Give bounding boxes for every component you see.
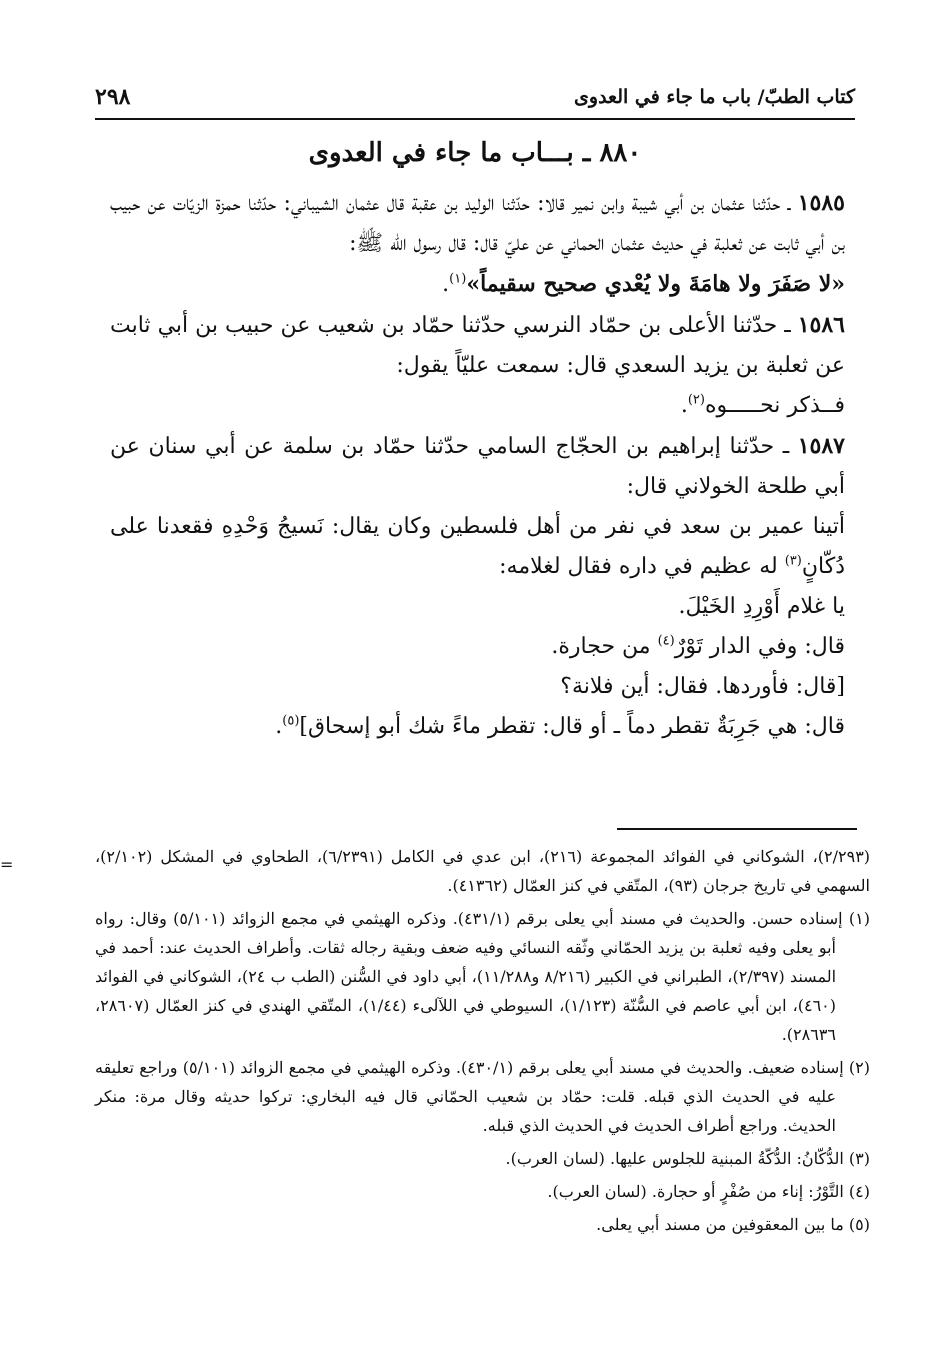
- footnote-5: (٥) ما بين المعقوفين من مسند أبي يعلى.: [596, 1215, 870, 1234]
- footnote-ref: (٤): [657, 633, 675, 649]
- chapter-title: ٨٨٠ ـ بـــاب ما جاء في العدوى: [308, 138, 642, 168]
- continuation-mark: =: [0, 855, 14, 874]
- matn-text: «لا صَفَرَ ولا هامَةَ ولا يُعْدي صحيح سقيماً»: [466, 271, 845, 297]
- matn-text: له عظيم في داره فقال لغلامه:: [499, 554, 785, 579]
- isnad-text: ـ حدّثنا إبراهيم بن الحجّاج السامي حدّثنا حمّاد بن سلمة عن أبي سنان عن أبي طلحة الخولاني قال:: [110, 434, 845, 499]
- footnote-ref: (٢): [687, 392, 705, 408]
- matn-text: فــذكر نحـــــوه: [704, 393, 845, 418]
- footnote-ref: (١): [449, 271, 467, 287]
- footnote-ref: (٣): [784, 553, 802, 569]
- hadith-1585-matn: «لا صَفَرَ ولا هامَةَ ولا يُعْدي صحيح سقيماً»$^{(١)}$.: [442, 271, 845, 297]
- page-header: [95, 78, 855, 120]
- isnad-text: ـ حدّثنا الأعلى بن حمّاد النرسي حدّثنا حمّاد بن شعيب عن حبيب بن أبي ثابت عن ثعلبة بن يزيد السعدي قال: سمعت عليّاً يقول:: [110, 313, 845, 378]
- footnote-2: (٢) إسناده ضعيف. والحديث في مسند أبي يعلى برقم (٤٣٠/١). وذكره الهيثمي في مجمع الزوائد (٥/١٠١) وراجع تعليقه عليه في الحديث الذي قبله. قلت: حمّاد بن شعيب الحمّاني قال فيه البخاري: تركوا حديثه وقال مرة: منكر الحديث. وراجع أطراف الحديث في الحديث الذي قبله.: [95, 1058, 871, 1135]
- footnote-4: (٤) التَّوْرُ: إناء من صُفْرٍ أو حجارة. (لسان العرب).: [547, 1182, 870, 1201]
- hadith-1587-line-1: [110, 507, 845, 587]
- page-number: ٢٩٨: [95, 84, 131, 110]
- isnad-text: ـ حدّثنا عثمان بن أبي شيبة وابن نمير قالا: حدّثنا الوليد بن عقبة قال عثمان الشيباني: حدّثنا حمزة الزيّات عن حبيب بن أبي ثابت عن ثعلبة في حديث عثمان الحماني عن عليّ قال: قال رسول الله ﷺ:: [110, 191, 845, 256]
- hadith-1587-line-4: [قال: فأوردها. فقال: أين فلانة؟: [560, 674, 845, 699]
- hadith-1586-matn: فــذكر نحـــــوه$^{(٢)}$.: [680, 392, 845, 418]
- footnote-3: (٣) الدُّكّانُ: الدُّكّةُ المبنية للجلوس عليها. (لسان العرب).: [505, 1149, 870, 1168]
- hadith-number: ١٥٨٥: [797, 190, 845, 216]
- footnote-continuation: (٢/٢٩٣)، الشوكاني في الفوائد المجموعة (٢١٦)، ابن عدي في الكامل (٦/٢٣٩١)، الطحاوي في المشكل (٢/١٠٢)، السهمي في تاريخ جرجان (٩٣)، المتّقي في كنز العمّال (٤١٣٦٢).: [95, 847, 871, 895]
- matn-text: أتينا عمير بن سعد في نفر من أهل فلسطين وكان يقال: نَسيجُ وَحْدِهِ فقعدنا على دُكّانٍ: [110, 514, 845, 579]
- footnote-1: (١) إسناده حسن. والحديث في مسند أبي يعلى برقم (٤٣١/١). وذكره الهيثمي في مجمع الزوائد (٥/١٠١) وقال: رواه أبو يعلى وفيه ثعلبة بن يزيد الحمّاني وثّقه النسائي وفيه ضعف وبقية رجاله ثقات. وأطراف الحديث عند: أحمد في المسند (٢/٣٩٧)، الطبراني في الكبير (٨/٢١٦ و١١/٢٨٨)، أبي داود في السُّنن (الطب ب ٢٤)، الشوكاني في الفوائد (٤٦٠)، ابن أبي عاصم في السُّنّة (١/١٢٣)، السيوطي في اللآلىء (١/٤٤)، المتّقي الهندي في كنز العمّال (٢٨٦٠٧، ٢٨٦٣٦).: [95, 909, 870, 1044]
- hadith-number: ١٥٨٧: [797, 433, 845, 459]
- hadith-1587-isnad: [110, 426, 845, 507]
- footnote-separator: [617, 828, 857, 830]
- hadith-1587-line-3: [110, 627, 845, 667]
- hadith-1587-line-2: يا غلام أَوْرِدِ الخَيْلَ.: [678, 594, 845, 619]
- hadith-number: ١٥٨٦: [797, 312, 845, 338]
- footnote-ref: (٥): [282, 713, 300, 729]
- running-title: كتاب الطبّ/ باب ما جاء في العدوى: [574, 86, 855, 108]
- matn-text: قال: وفي الدار تَوْرٌ: [674, 634, 845, 659]
- main-text: [110, 183, 845, 747]
- matn-text: قال: هي جَرِبَةٌ تقطر دماً ـ أو قال: تقطر ماءً شك أبو إسحاق]: [299, 714, 845, 739]
- hadith-1586-isnad: [110, 305, 845, 386]
- matn-text: من حجارة.: [551, 634, 658, 659]
- hadith-1585-isnad: [110, 183, 845, 264]
- hadith-1587-line-5: قال: هي جَرِبَةٌ تقطر دماً ـ أو قال: تقطر ماءً شك أبو إسحاق]$^{(٥)}$.: [275, 713, 845, 739]
- footnotes: [95, 842, 870, 1243]
